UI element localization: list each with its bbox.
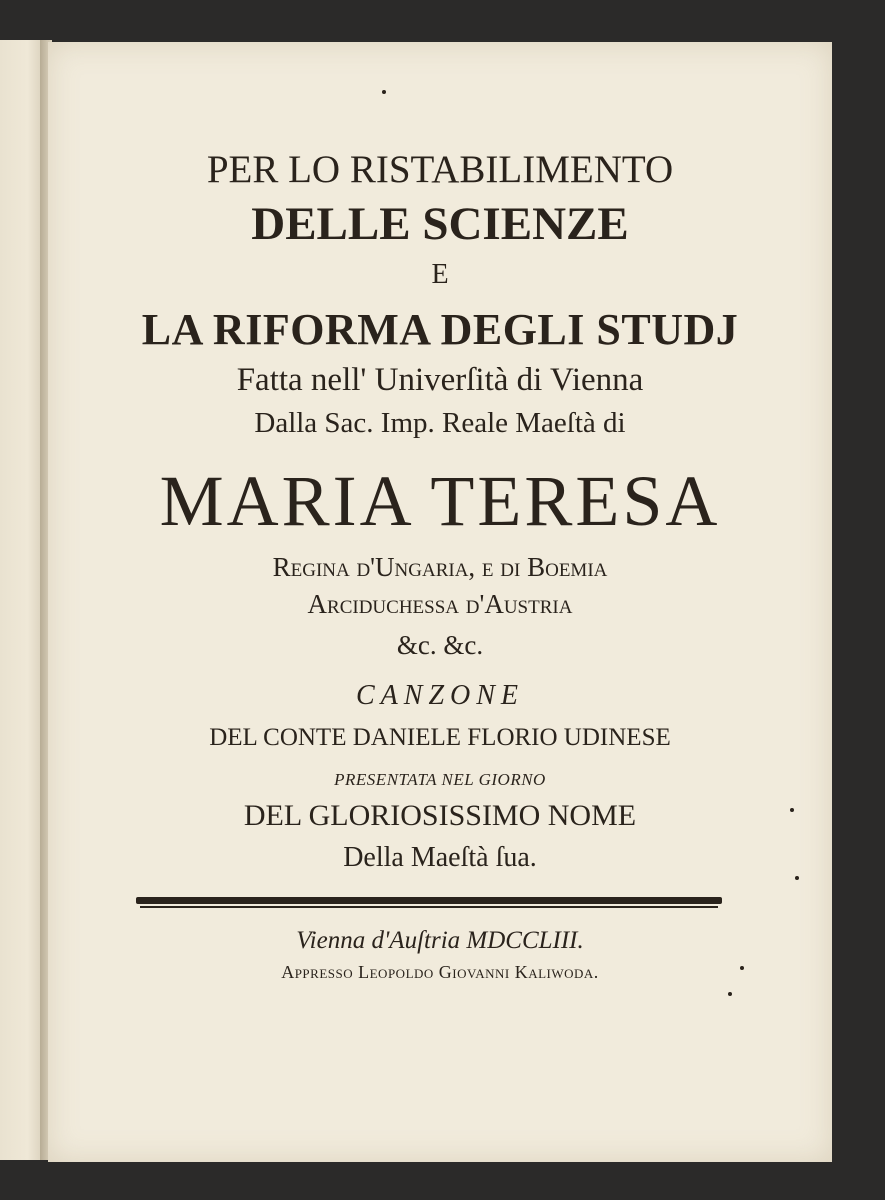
ink-speck [795, 876, 799, 880]
ink-speck [740, 966, 744, 970]
subtitle-line-2: Dalla Sac. Imp. Reale Maeſtà di [254, 407, 626, 439]
ink-speck [728, 992, 732, 996]
subtitle-line-1: Fatta nell' Univerſità di Vienna [236, 362, 644, 398]
printer-rule [136, 897, 722, 904]
occasion-line-2: Della Maeſtà ſua. [343, 842, 537, 873]
dedicatee-name: MARIA TERESA [159, 461, 721, 541]
dedicatee-title-2: Arciduchessa d'Austria [307, 589, 573, 619]
title-line-2: DELLE SCIENZE [251, 198, 629, 250]
title-page-text [48, 42, 832, 1162]
title-page [48, 42, 832, 1162]
etcetera: &c. &c. [396, 630, 484, 660]
printer-rule-thin [140, 906, 718, 908]
imprint-printer: Appreſſo Leopoldo Giovanni Kaliwoda. [281, 962, 599, 982]
title-line-1: PER LO RISTABILIMENTO [206, 148, 674, 191]
dedicatee-title-1: Regina d'Ungaria, e di Boemia [272, 552, 608, 582]
occasion-line: DEL GLORIOSISSIMO NOME [243, 799, 637, 832]
ink-speck [382, 90, 386, 94]
presentation-line: PRESENTATA NEL GIORNO [334, 770, 546, 789]
title-line-4: LA RIFORMA DEGLI STUDJ [141, 305, 739, 354]
imprint-place-date: Vienna d'Auſtria MDCCLIII. [296, 927, 584, 954]
ink-speck [790, 808, 794, 812]
author-line: DEL CONTE DANIELE FLORIO UDINESE [209, 724, 671, 751]
genre-label: CANZONE [355, 680, 525, 711]
title-conjunction: E [431, 259, 449, 290]
